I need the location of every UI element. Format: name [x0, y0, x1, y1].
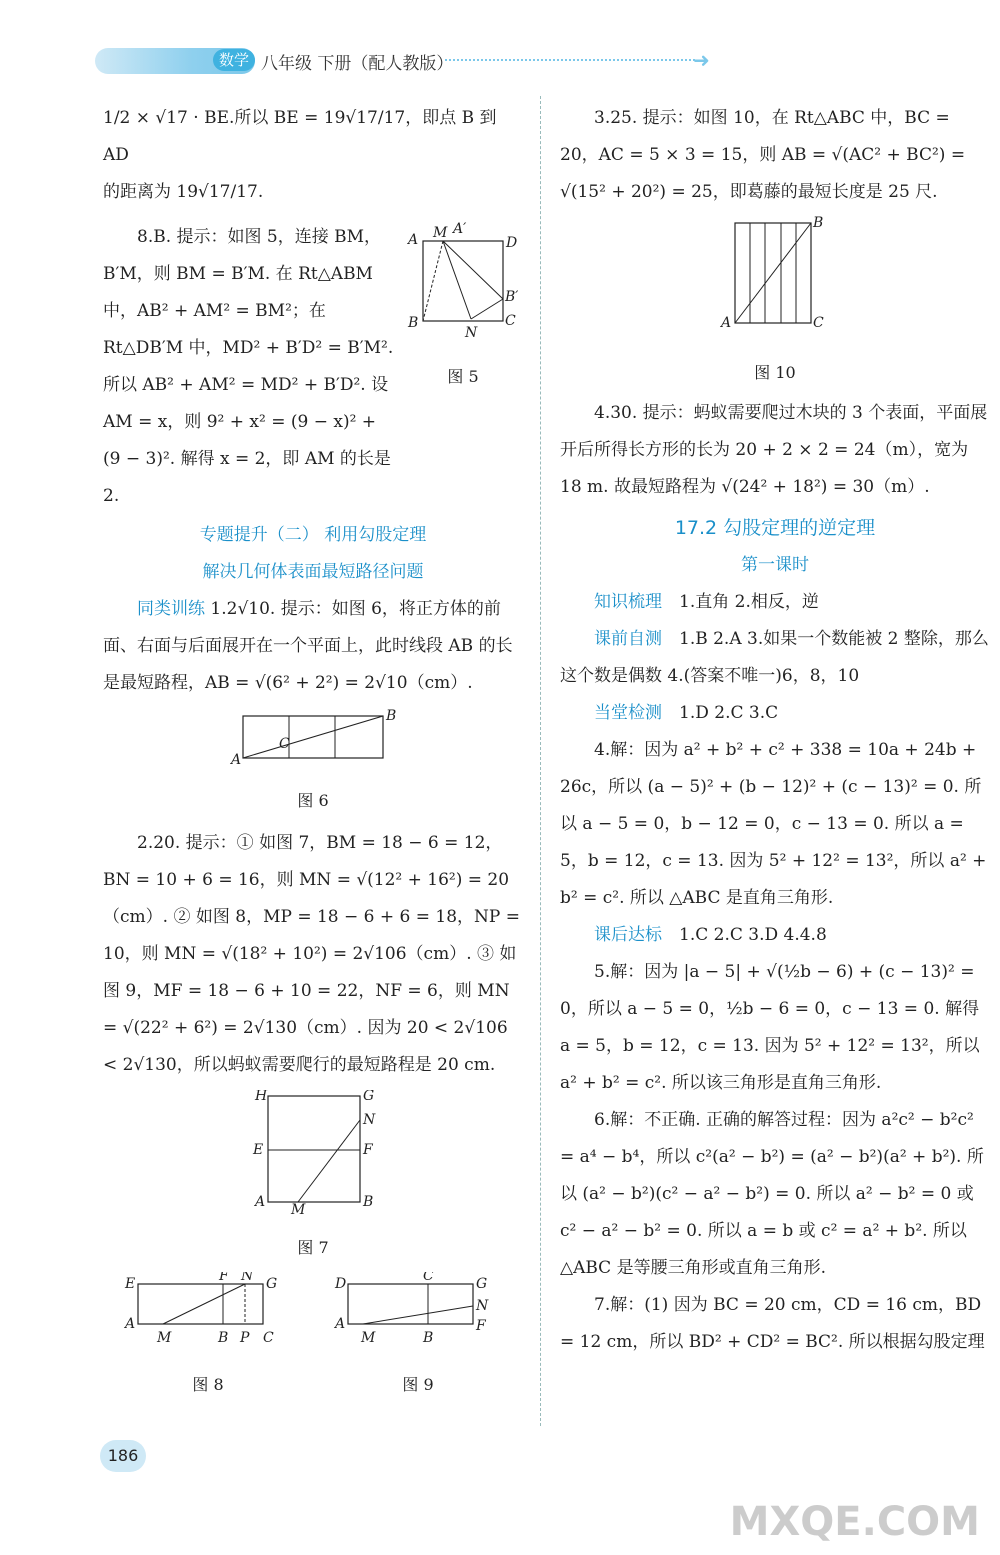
figure-9-caption: 图 9	[402, 1375, 434, 1394]
svg-text:A: A	[255, 1194, 266, 1210]
svg-text:M: M	[291, 1202, 306, 1215]
figure-9-svg	[333, 1272, 503, 1352]
svg-text:N: N	[476, 1298, 489, 1314]
topic-heading-2: 解决几何体表面最短路径问题	[202, 562, 424, 582]
svg-text:F: F	[219, 1272, 229, 1284]
right-p4: 4.30. 提示：蚂蚁需要爬过木块的 3 个表面，平面展开后所得长方形的长为 20 + 2 × 2 = 24（m），宽为 18 m. 故最短路程为 √(24² + 18²) = 30（m）.	[560, 403, 988, 497]
svg-text:F: F	[476, 1318, 486, 1334]
figure-7-caption: 图 7	[297, 1238, 329, 1257]
figure-5	[403, 219, 523, 515]
figure-6-svg	[223, 708, 403, 768]
figure-5-svg	[403, 219, 518, 344]
figure-8-caption: 图 8	[192, 1375, 224, 1394]
svg-text:B: B	[386, 708, 397, 724]
svg-text:A: A	[125, 1316, 136, 1332]
svg-text:A: A	[721, 315, 732, 331]
svg-text:H: H	[255, 1090, 268, 1104]
svg-text:B: B	[363, 1194, 374, 1210]
svg-text:B: B	[423, 1330, 434, 1346]
tag-similar-training: 同类训练	[137, 599, 205, 619]
tag-pretest: 课前自测	[594, 629, 662, 649]
svg-text:A′: A′	[453, 221, 467, 237]
tag-knowledge-answers: 1.直角 2.相反，逆	[679, 592, 819, 612]
right-p7: 6.解：不正确. 正确的解答过程：因为 a²c² − b²c² = a⁴ − b⁴，所以 c²(a² − b²) = (a² − b²)(a² + b²). 所以 (a² − b²)(c² − a² − b²) = 0. 所以 a² − b² = 0 或 c² − a² − b² = 0. 所以 a = b 或 c² = a² + b². 所以 △ABC 是等腰三角形或直角三角形.	[560, 1110, 984, 1278]
figure-8	[123, 1272, 293, 1403]
svg-text:D: D	[506, 235, 518, 251]
tag-homework-answers: 1.C 2.C 3.D 4.4.8	[679, 925, 827, 945]
right-p3: 3.25. 提示：如图 10，在 Rt△ABC 中，BC = 20，AC = 5 × 3 = 15，则 AB = √(AC² + BC²) = √(15² + 20²) = 25，即葛藤的最短长度是 25 尺.	[560, 108, 966, 202]
svg-text:B′: B′	[505, 289, 518, 305]
svg-text:F: F	[363, 1142, 373, 1158]
left-p9: 1.2√10. 提示：如图 6，将正方体的前面、右面与后面展开在一个平面上，此时线段 AB 的长是最短路程，AB = √(6² + 2²) = 2√10（cm）.	[103, 599, 513, 693]
left-p1a: 1/2 × √17 · BE.所以 BE = 19√17/17，即点 B 到 AD	[103, 108, 497, 165]
svg-text:A: A	[408, 232, 419, 248]
left-p1b: 的距离为 19√17/17.	[103, 182, 264, 202]
svg-text:N: N	[465, 325, 478, 341]
svg-text:B: B	[408, 315, 419, 331]
svg-text:B: B	[813, 215, 824, 231]
svg-text:B: B	[218, 1330, 229, 1346]
figure-6-caption: 图 6	[297, 791, 329, 810]
figure-7	[103, 1090, 523, 1266]
svg-text:A: A	[231, 752, 242, 768]
svg-text:C: C	[813, 315, 824, 331]
svg-text:C: C	[505, 313, 516, 329]
svg-text:E: E	[125, 1276, 136, 1292]
header-dots	[445, 59, 695, 61]
header-text: 八年级 下册（配人教版）	[261, 54, 454, 74]
figure-5-caption: 图 5	[447, 367, 479, 386]
svg-text:G: G	[476, 1276, 488, 1292]
svg-text:M: M	[361, 1330, 376, 1346]
figures-8-9	[103, 1272, 523, 1403]
right-p6: 5.解：因为 |a − 5| + √(½b − 6) + (c − 13)² = 0，所以 a − 5 = 0，½b − 6 = 0，c − 13 = 0. 解得 a = 5，b = 12，c = 13. 因为 5² + 12² = 13²，所以 a² + b² = c². 所以该三角形是直角三角形.	[560, 962, 980, 1093]
topic-heading-1: 专题提升（二） 利用勾股定理	[199, 525, 427, 545]
svg-text:C: C	[279, 736, 290, 752]
tag-homework: 课后达标	[594, 925, 662, 945]
tag-classcheck-answers: 1.D 2.C 3.C	[679, 703, 779, 723]
right-p5: 4.解：因为 a² + b² + c² + 338 = 10a + 24b + 26c，所以 (a − 5)² + (b − 12)² + (c − 13)² = 0. 所以 a − 5 = 0，b − 12 = 0，c − 13 = 0. 所以 a = 5，b = 12，c = 13. 因为 5² + 12² = 13²，所以 a² + b² = c². 所以 △ABC 是直角三角形.	[560, 740, 987, 908]
section-heading: 17.2 勾股定理的逆定理	[674, 517, 876, 539]
lesson-heading: 第一课时	[741, 555, 809, 575]
svg-text:N: N	[363, 1112, 376, 1128]
right-column	[560, 100, 990, 1361]
svg-text:N: N	[241, 1272, 254, 1284]
right-p8: 7.解：(1) 因为 BC = 20 cm，CD = 16 cm，BD = 12 cm，所以 BD² + CD² = BC². 所以根据勾股定理	[560, 1295, 985, 1352]
figure-10-svg	[705, 215, 845, 340]
tag-classcheck: 当堂检测	[594, 703, 662, 723]
svg-text:M: M	[433, 225, 448, 241]
svg-text:C: C	[423, 1272, 434, 1284]
watermark: MXQE.COM	[729, 1499, 980, 1545]
left-p10: 2.20. 提示：① 如图 7，BM = 18 − 6 = 12，BN = 10 + 6 = 16，则 MN = √(12² + 16²) = 20（cm）. ② 如图 8，MP = 18 − 6 + 6 = 18，NP = 10，则 MN = √(18² + 10²) = 2√106（cm）. ③ 如图 9，MF = 18 − 6 + 10 = 22，NF = 6，则 MN = √(22² + 6²) = 2√130（cm）. 因为 20 < 2√106 < 2√130，所以蚂蚁需要爬行的最短路程是 20 cm.	[103, 833, 520, 1075]
figure-10	[560, 215, 990, 391]
figure-7-svg	[243, 1090, 383, 1215]
svg-text:C: C	[263, 1330, 274, 1346]
figure-9	[333, 1272, 503, 1403]
q8-block	[103, 219, 523, 515]
svg-text:E: E	[253, 1142, 264, 1158]
left-p8: 8.B. 提示：如图 5，连接 BM，B′M，则 BM = B′M. 在 Rt△ABM 中，AB² + AM² = BM²；在 Rt△DB′M 中，MD² + B′D² = B′M². 所以 AB² + AM² = MD² + B′D². 设 AM = x，则 9² + x² = (9 − x)² + (9 − 3)². 解得 x = 2，即 AM 的长是 2.	[103, 227, 394, 506]
tag-pretest-answers: 1.B 2.A 3.如果一个数能被 2 整除，那么这个数是偶数 4.(答案不唯一)6，8，10	[560, 629, 989, 686]
arrow-icon: ➜	[693, 48, 710, 72]
figure-8-svg	[123, 1272, 293, 1352]
tag-knowledge: 知识梳理	[594, 592, 662, 612]
svg-text:M: M	[157, 1330, 172, 1346]
svg-text:G: G	[363, 1090, 375, 1104]
figure-10-caption: 图 10	[754, 363, 796, 382]
svg-text:G: G	[266, 1276, 278, 1292]
page-number: 186	[100, 1440, 146, 1472]
figure-6	[103, 708, 523, 819]
left-column	[103, 100, 523, 1403]
column-divider	[540, 96, 541, 1426]
svg-text:A: A	[335, 1316, 346, 1332]
svg-text:D: D	[335, 1276, 347, 1292]
subject-badge: 数学	[213, 49, 255, 71]
page-header	[95, 40, 735, 80]
svg-text:P: P	[240, 1330, 250, 1346]
